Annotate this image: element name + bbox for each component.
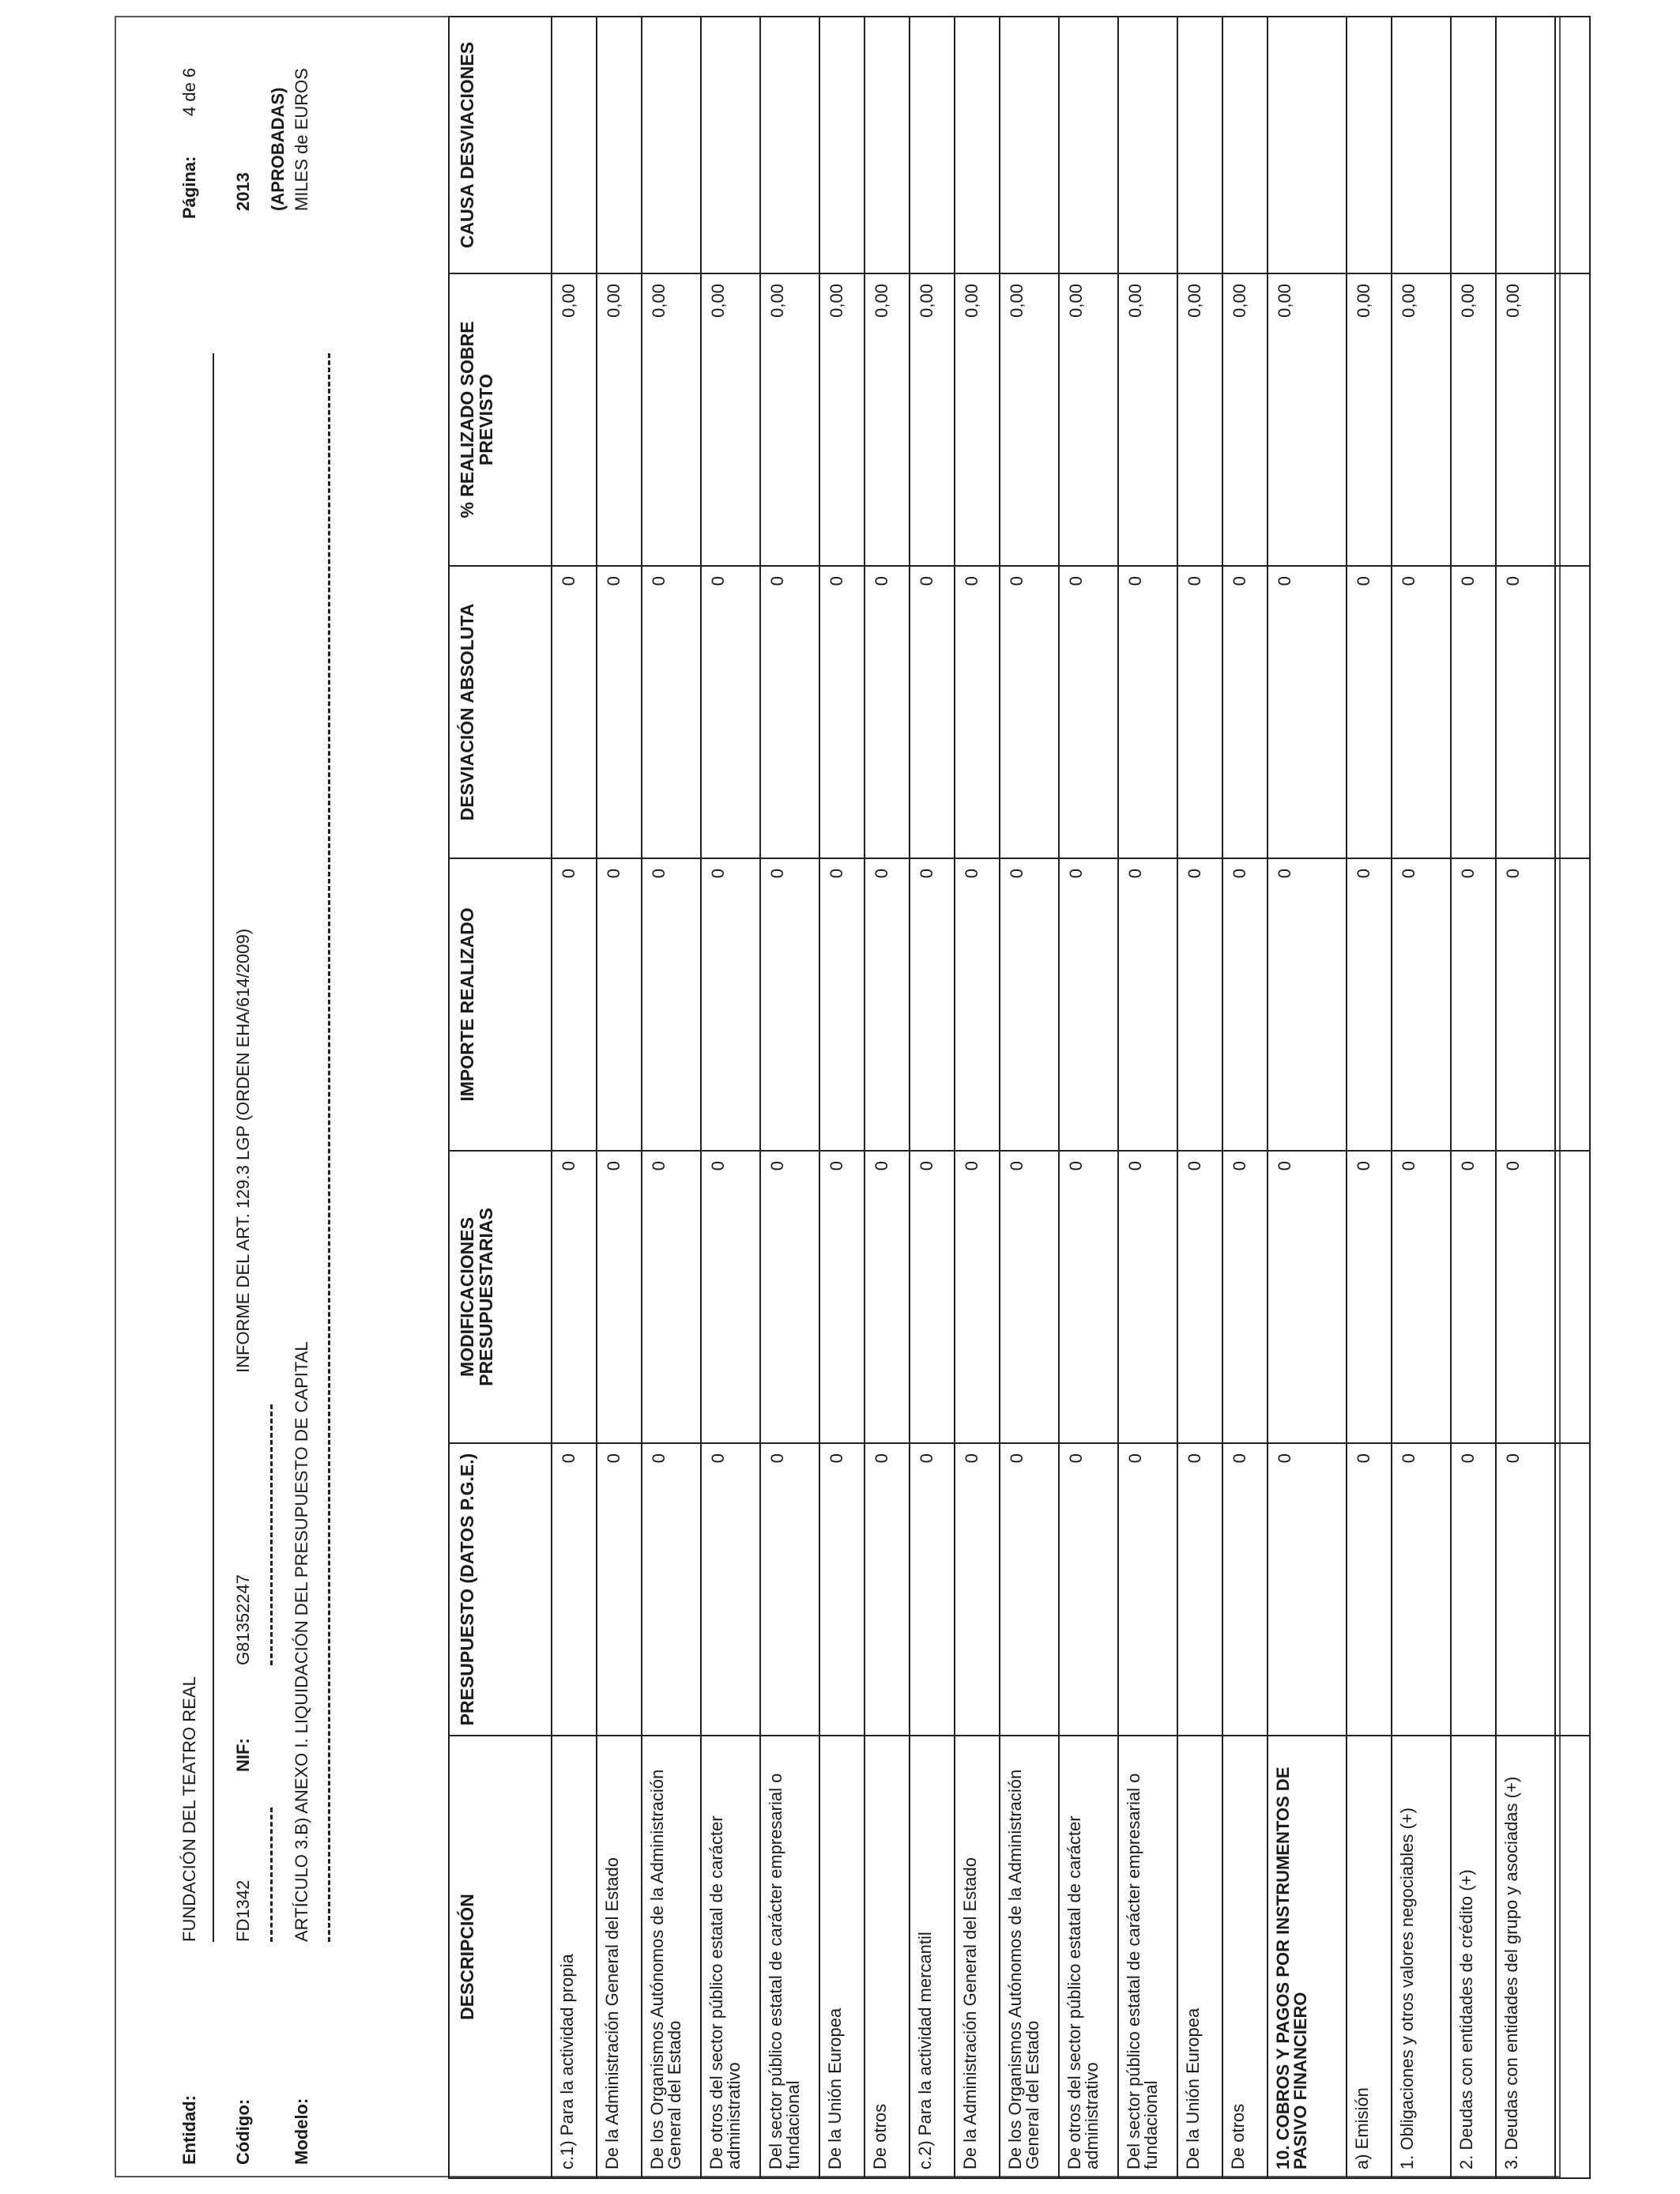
nif-dash xyxy=(270,1404,273,1665)
presupuesto-cell: 0 xyxy=(910,1443,955,1736)
budget-table xyxy=(448,16,1591,2179)
causa-cell xyxy=(597,17,642,273)
porcentaje-cell: 0,00 xyxy=(1496,273,1555,566)
desviacion-cell: 0 xyxy=(1000,566,1059,858)
presupuesto-cell: 0 xyxy=(864,1443,910,1736)
importe-cell: 0 xyxy=(1496,858,1555,1151)
modificaciones-cell: 0 xyxy=(955,1151,1000,1443)
unidades: MILES de EUROS xyxy=(292,68,311,211)
importe-cell: 0 xyxy=(1347,858,1392,1151)
table-filler-row xyxy=(1555,17,1590,2178)
importe-cell: 0 xyxy=(760,858,819,1151)
rotated-page xyxy=(116,17,1562,2179)
table-row xyxy=(1222,17,1268,2178)
porcentaje-cell: 0,00 xyxy=(1451,273,1496,566)
importe-cell: 0 xyxy=(597,858,642,1151)
porcentaje-cell: 0,00 xyxy=(552,273,597,566)
porcentaje-cell: 0,00 xyxy=(1268,273,1347,566)
presupuesto-cell: 0 xyxy=(1392,1443,1451,1736)
descripcion-cell: De los Organismos Autónomos de la Administración General del Estado xyxy=(1000,1736,1059,2178)
codigo-value: FD1342 xyxy=(233,1879,253,1942)
descripcion-cell: 3. Deudas con entidades del grupo y asociadas (+) xyxy=(1496,1736,1555,2178)
importe-cell: 0 xyxy=(910,858,955,1151)
importe-cell: 0 xyxy=(1268,858,1347,1151)
col-header-porcentaje: % REALIZADO SOBRE PREVISTO xyxy=(449,273,552,566)
descripcion-cell: c.1) Para la actividad propia xyxy=(552,1736,597,2178)
descripcion-cell: a) Emisión xyxy=(1347,1736,1392,2178)
col-header-importe: IMPORTE REALIZADO xyxy=(449,858,552,1151)
empty-cell xyxy=(1555,566,1590,858)
col-header-descripcion: DESCRIPCIÓN xyxy=(449,1736,552,2178)
modificaciones-cell: 0 xyxy=(701,1151,760,1443)
modificaciones-cell: 0 xyxy=(1347,1151,1392,1443)
modificaciones-cell: 0 xyxy=(552,1151,597,1443)
presupuesto-cell: 0 xyxy=(642,1443,701,1736)
presupuesto-cell: 0 xyxy=(552,1443,597,1736)
causa-cell xyxy=(642,17,701,273)
importe-cell: 0 xyxy=(864,858,910,1151)
modelo-dash xyxy=(328,353,330,1942)
table-row xyxy=(1118,17,1177,2178)
presupuesto-cell: 0 xyxy=(1222,1443,1268,1736)
desviacion-cell: 0 xyxy=(1059,566,1118,858)
descripcion-cell: De la Administración General del Estado xyxy=(597,1736,642,2178)
modificaciones-cell: 0 xyxy=(1451,1151,1496,1443)
table-header-row xyxy=(449,17,552,2178)
descripcion-cell: De otros del sector público estatal de carácter administrativo xyxy=(701,1736,760,2178)
causa-cell xyxy=(1222,17,1268,273)
importe-cell: 0 xyxy=(819,858,864,1151)
presupuesto-cell: 0 xyxy=(701,1443,760,1736)
empty-cell xyxy=(1555,858,1590,1151)
col-header-causa: CAUSA DESVIACIONES xyxy=(449,17,552,273)
table-row xyxy=(552,17,597,2178)
year: 2013 xyxy=(233,172,253,211)
table-row xyxy=(955,17,1000,2178)
informe-title: INFORME DEL ART. 129.3 LGP (ORDEN EHA/614/2009) xyxy=(233,928,253,1373)
modificaciones-cell: 0 xyxy=(819,1151,864,1443)
descripcion-cell: Del sector público estatal de carácter empresarial o fundacional xyxy=(760,1736,819,2178)
causa-cell xyxy=(701,17,760,273)
empty-cell xyxy=(1555,17,1590,273)
desviacion-cell: 0 xyxy=(1177,566,1222,858)
table-row xyxy=(642,17,701,2178)
causa-cell xyxy=(552,17,597,273)
codigo-label: Código: xyxy=(233,2098,253,2165)
importe-cell: 0 xyxy=(642,858,701,1151)
entidad-label: Entidad: xyxy=(179,2095,199,2165)
presupuesto-cell: 0 xyxy=(1268,1443,1347,1736)
modificaciones-cell: 0 xyxy=(760,1151,819,1443)
desviacion-cell: 0 xyxy=(864,566,910,858)
importe-cell: 0 xyxy=(1118,858,1177,1151)
importe-cell: 0 xyxy=(1222,858,1268,1151)
presupuesto-cell: 0 xyxy=(1059,1443,1118,1736)
page-frame xyxy=(115,16,1561,2177)
col-header-modificaciones: MODIFICACIONES PRESUPUESTARIAS xyxy=(449,1151,552,1443)
desviacion-cell: 0 xyxy=(1118,566,1177,858)
presupuesto-cell: 0 xyxy=(1000,1443,1059,1736)
modificaciones-cell: 0 xyxy=(597,1151,642,1443)
causa-cell xyxy=(760,17,819,273)
porcentaje-cell: 0,00 xyxy=(760,273,819,566)
causa-cell xyxy=(910,17,955,273)
porcentaje-cell: 0,00 xyxy=(642,273,701,566)
modelo-label: Modelo: xyxy=(292,2098,311,2165)
porcentaje-cell: 0,00 xyxy=(910,273,955,566)
modificaciones-cell: 0 xyxy=(1000,1151,1059,1443)
modificaciones-cell: 0 xyxy=(1059,1151,1118,1443)
porcentaje-cell: 0,00 xyxy=(1000,273,1059,566)
importe-cell: 0 xyxy=(1177,858,1222,1151)
table-row xyxy=(760,17,819,2178)
empty-cell xyxy=(1555,1443,1590,1736)
descripcion-cell: De otros xyxy=(864,1736,910,2178)
table-row xyxy=(1451,17,1496,2178)
importe-cell: 0 xyxy=(1392,858,1451,1151)
modificaciones-cell: 0 xyxy=(1268,1151,1347,1443)
presupuesto-cell: 0 xyxy=(1451,1443,1496,1736)
descripcion-cell: De la Unión Europea xyxy=(819,1736,864,2178)
descripcion-cell: 10. COBROS Y PAGOS POR INSTRUMENTOS DE PASIVO FINANCIERO xyxy=(1268,1736,1347,2178)
modificaciones-cell: 0 xyxy=(642,1151,701,1443)
porcentaje-cell: 0,00 xyxy=(597,273,642,566)
table-row xyxy=(1496,17,1555,2178)
table-row xyxy=(1268,17,1347,2178)
importe-cell: 0 xyxy=(1059,858,1118,1151)
desviacion-cell: 0 xyxy=(819,566,864,858)
importe-cell: 0 xyxy=(701,858,760,1151)
desviacion-cell: 0 xyxy=(1451,566,1496,858)
desviacion-cell: 0 xyxy=(1347,566,1392,858)
causa-cell xyxy=(1177,17,1222,273)
causa-cell xyxy=(1118,17,1177,273)
porcentaje-cell: 0,00 xyxy=(701,273,760,566)
table-row xyxy=(701,17,760,2178)
porcentaje-cell: 0,00 xyxy=(1222,273,1268,566)
table-row xyxy=(1059,17,1118,2178)
descripcion-cell: De la Unión Europea xyxy=(1177,1736,1222,2178)
table-row xyxy=(1347,17,1392,2178)
desviacion-cell: 0 xyxy=(597,566,642,858)
entidad-value: FUNDACIÓN DEL TEATRO REAL xyxy=(179,1676,199,1942)
descripcion-cell: De los Organismos Autónomos de la Administración General del Estado xyxy=(642,1736,701,2178)
causa-cell xyxy=(1059,17,1118,273)
pagina-label: Página: xyxy=(179,156,199,219)
descripcion-cell: Del sector público estatal de carácter empresarial o fundacional xyxy=(1118,1736,1177,2178)
presupuesto-cell: 0 xyxy=(819,1443,864,1736)
col-header-presupuesto: PRESUPUESTO (DATOS P.G.E.) xyxy=(449,1443,552,1736)
porcentaje-cell: 0,00 xyxy=(1118,273,1177,566)
table-row xyxy=(597,17,642,2178)
porcentaje-cell: 0,00 xyxy=(1059,273,1118,566)
desviacion-cell: 0 xyxy=(1222,566,1268,858)
descripcion-cell: De otros del sector público estatal de carácter administrativo xyxy=(1059,1736,1118,2178)
porcentaje-cell: 0,00 xyxy=(955,273,1000,566)
codigo-dash xyxy=(270,1808,273,1942)
desviacion-cell: 0 xyxy=(1496,566,1555,858)
modelo-value: ARTÍCULO 3.B) ANEXO I. LIQUIDACIÓN DEL PRESUPUESTO DE CAPITAL xyxy=(292,1341,311,1942)
causa-cell xyxy=(1268,17,1347,273)
empty-cell xyxy=(1555,273,1590,566)
desviacion-cell: 0 xyxy=(910,566,955,858)
causa-cell xyxy=(1392,17,1451,273)
modificaciones-cell: 0 xyxy=(1222,1151,1268,1443)
porcentaje-cell: 0,00 xyxy=(1177,273,1222,566)
importe-cell: 0 xyxy=(1000,858,1059,1151)
nif-label: NIF: xyxy=(233,1738,253,1772)
entidad-rule xyxy=(213,353,214,1942)
causa-cell xyxy=(1496,17,1555,273)
empty-cell xyxy=(1555,1151,1590,1443)
pagina-value: 4 de 6 xyxy=(179,67,199,116)
col-header-desviacion: DESVIACIÓN ABSOLUTA xyxy=(449,566,552,858)
causa-cell xyxy=(1000,17,1059,273)
descripcion-cell: De la Administración General del Estado xyxy=(955,1736,1000,2178)
modificaciones-cell: 0 xyxy=(1392,1151,1451,1443)
causa-cell xyxy=(819,17,864,273)
importe-cell: 0 xyxy=(552,858,597,1151)
porcentaje-cell: 0,00 xyxy=(864,273,910,566)
causa-cell xyxy=(864,17,910,273)
presupuesto-cell: 0 xyxy=(597,1443,642,1736)
desviacion-cell: 0 xyxy=(642,566,701,858)
presupuesto-cell: 0 xyxy=(1347,1443,1392,1736)
modificaciones-cell: 0 xyxy=(864,1151,910,1443)
table-row xyxy=(1177,17,1222,2178)
modificaciones-cell: 0 xyxy=(1177,1151,1222,1443)
desviacion-cell: 0 xyxy=(760,566,819,858)
nif-value: G81352247 xyxy=(233,1574,253,1665)
causa-cell xyxy=(1451,17,1496,273)
table-row xyxy=(910,17,955,2178)
empty-cell xyxy=(1555,1736,1590,2178)
desviacion-cell: 0 xyxy=(1392,566,1451,858)
descripcion-cell: 2. Deudas con entidades de crédito (+) xyxy=(1451,1736,1496,2178)
desviacion-cell: 0 xyxy=(955,566,1000,858)
importe-cell: 0 xyxy=(955,858,1000,1151)
table-row xyxy=(1392,17,1451,2178)
causa-cell xyxy=(1347,17,1392,273)
presupuesto-cell: 0 xyxy=(1496,1443,1555,1736)
table-row xyxy=(819,17,864,2178)
descripcion-cell: 1. Obligaciones y otros valores negociables (+) xyxy=(1392,1736,1451,2178)
table-row xyxy=(1000,17,1059,2178)
table-row xyxy=(864,17,910,2178)
presupuesto-cell: 0 xyxy=(1118,1443,1177,1736)
descripcion-cell: c.2) Para la actividad mercantil xyxy=(910,1736,955,2178)
modificaciones-cell: 0 xyxy=(1118,1151,1177,1443)
presupuesto-cell: 0 xyxy=(955,1443,1000,1736)
porcentaje-cell: 0,00 xyxy=(1392,273,1451,566)
importe-cell: 0 xyxy=(1451,858,1496,1151)
porcentaje-cell: 0,00 xyxy=(1347,273,1392,566)
presupuesto-cell: 0 xyxy=(760,1443,819,1736)
modificaciones-cell: 0 xyxy=(910,1151,955,1443)
desviacion-cell: 0 xyxy=(701,566,760,858)
causa-cell xyxy=(955,17,1000,273)
presupuesto-cell: 0 xyxy=(1177,1443,1222,1736)
porcentaje-cell: 0,00 xyxy=(819,273,864,566)
modificaciones-cell: 0 xyxy=(1496,1151,1555,1443)
aprobadas: (APROBADAS) xyxy=(268,87,288,211)
desviacion-cell: 0 xyxy=(1268,566,1347,858)
descripcion-cell: De otros xyxy=(1222,1736,1268,2178)
desviacion-cell: 0 xyxy=(552,566,597,858)
